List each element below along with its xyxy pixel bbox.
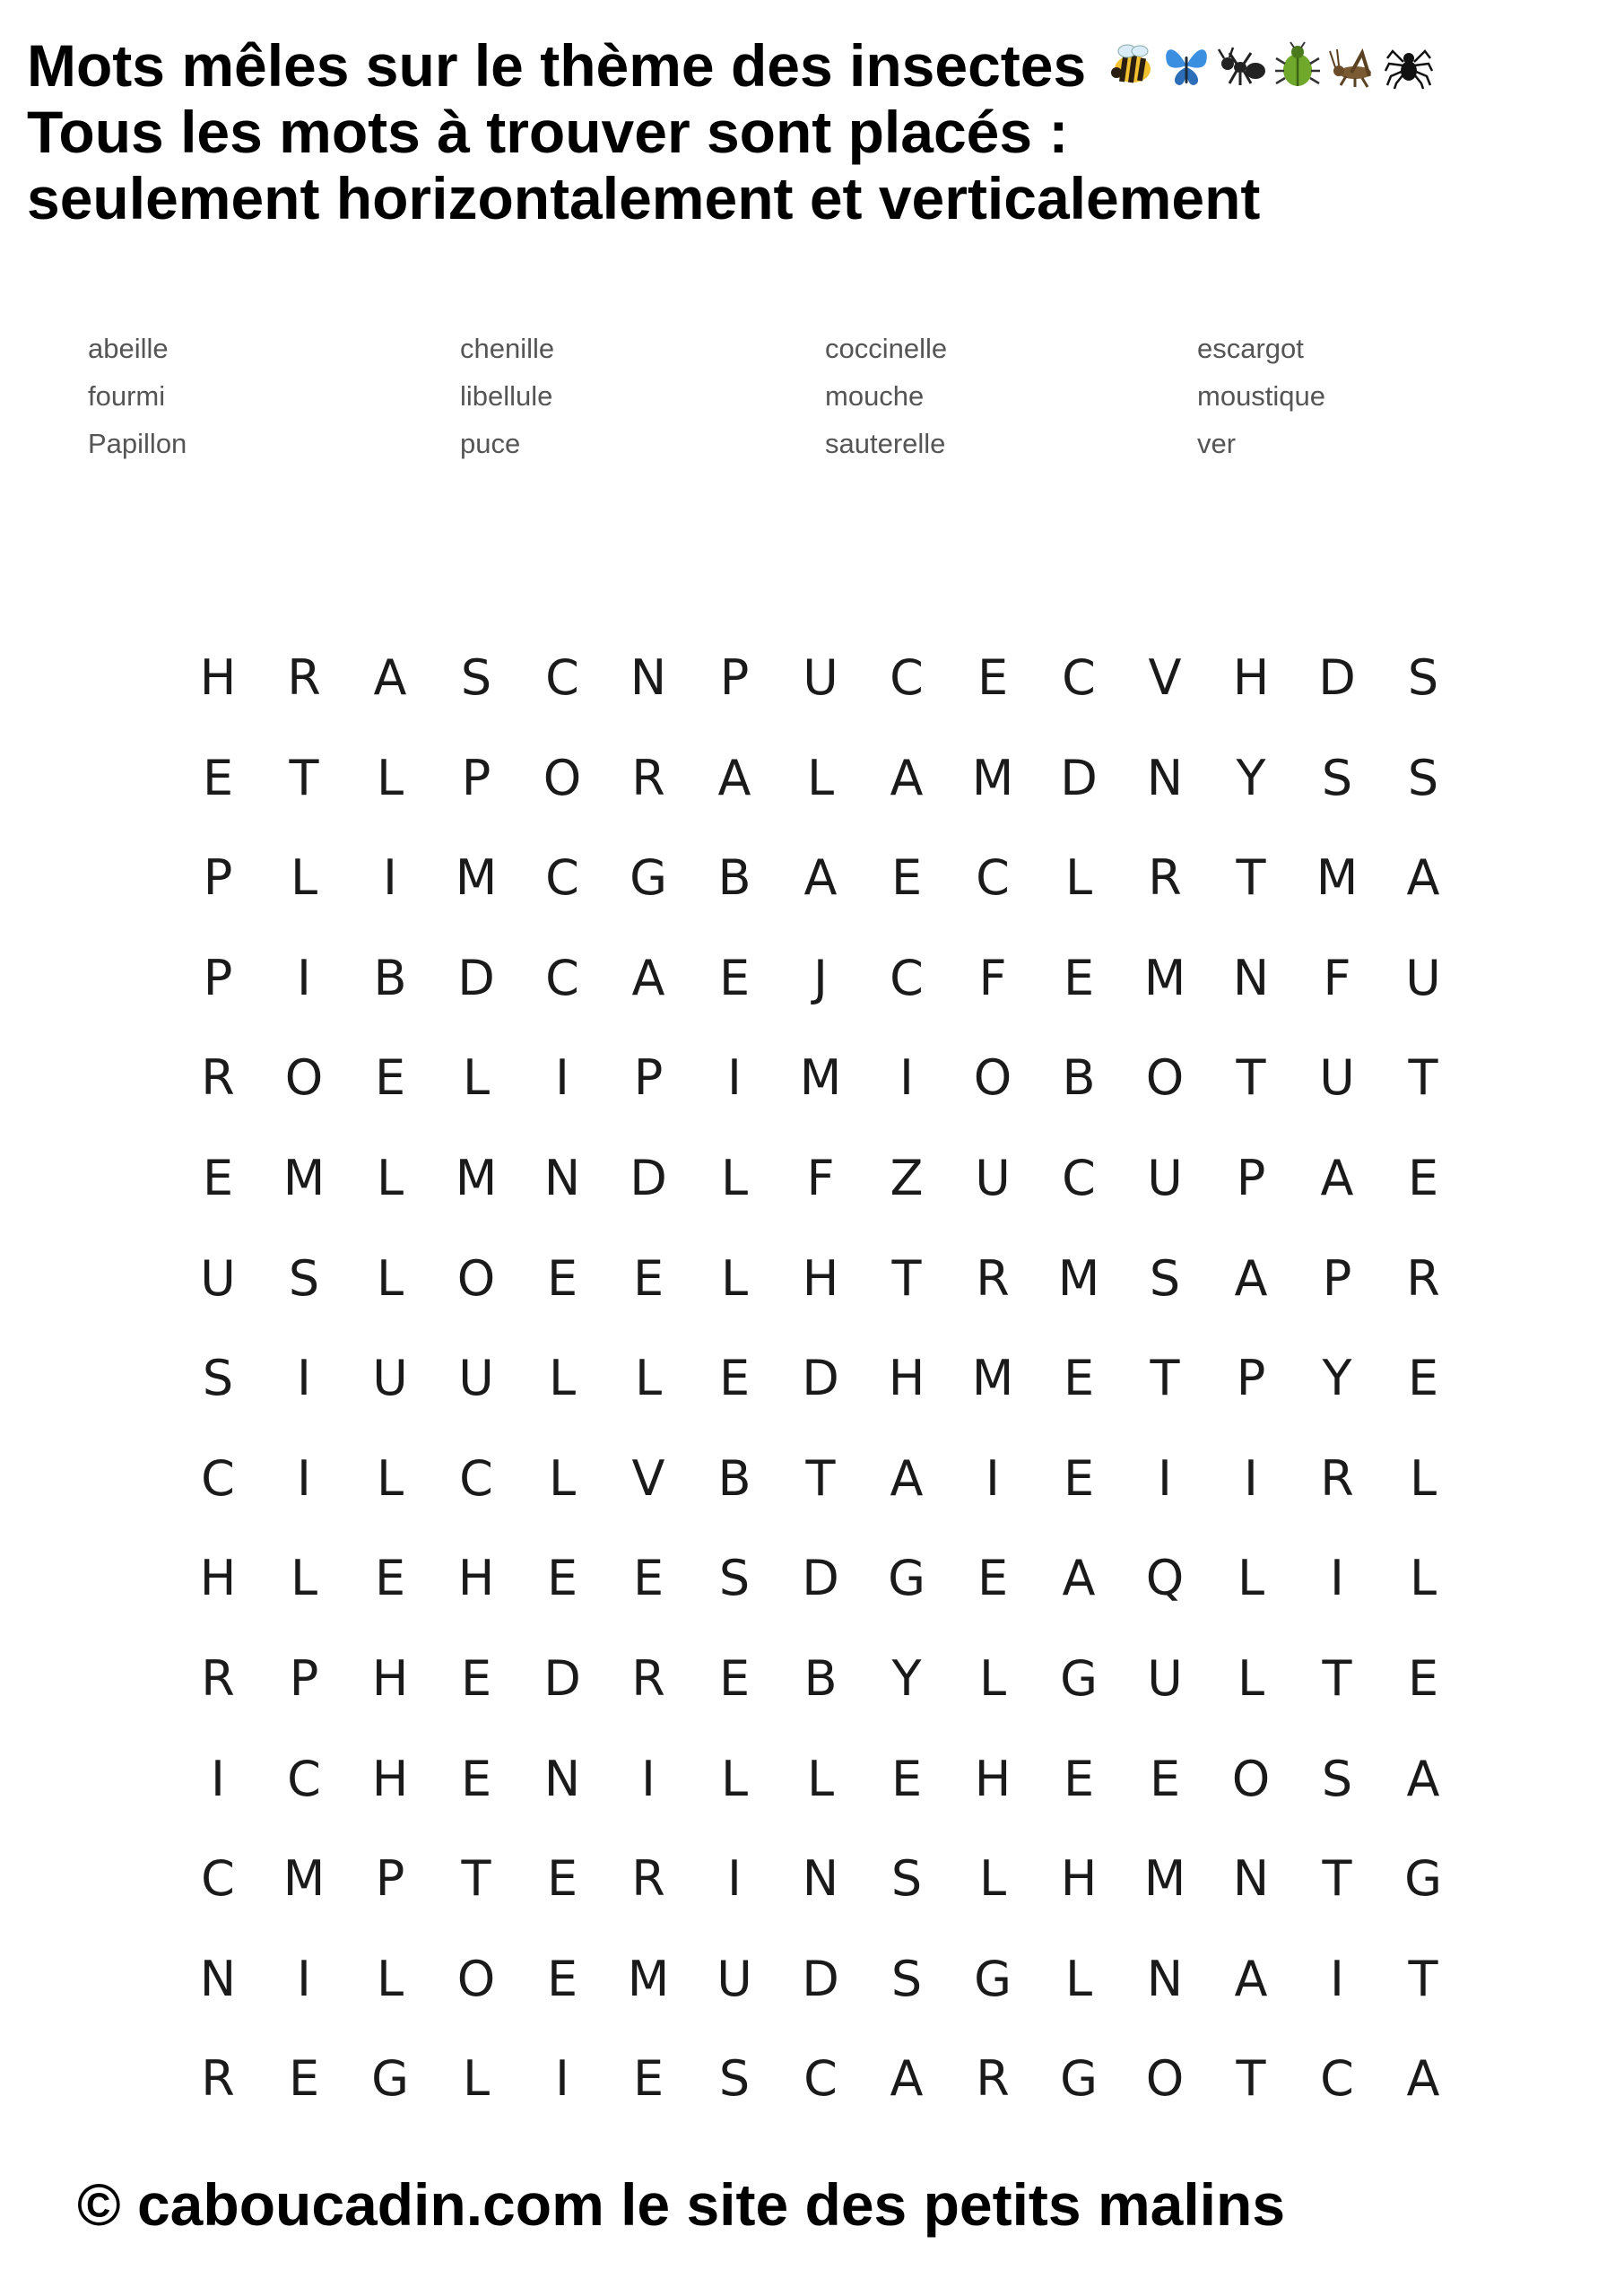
grid-letter[interactable]: L xyxy=(290,849,318,907)
word-list-item: abeille xyxy=(88,333,169,364)
worksheet-header xyxy=(27,32,1605,231)
grid-letter[interactable]: H xyxy=(199,1550,237,1607)
grid-letter[interactable]: R xyxy=(1148,849,1182,907)
grid-letter[interactable]: E xyxy=(374,1049,406,1107)
grid-letter[interactable]: R xyxy=(287,649,321,706)
grid-letter[interactable]: M xyxy=(1143,949,1186,1006)
grid-letter[interactable]: G xyxy=(1060,1649,1098,1707)
bee-icon xyxy=(1106,40,1156,91)
grid-letter[interactable]: E xyxy=(977,649,1009,706)
grid-letter[interactable]: E xyxy=(1063,1350,1095,1407)
grid-letter[interactable]: O xyxy=(543,749,582,806)
grid-letter[interactable]: H xyxy=(802,1249,839,1307)
grid-letter[interactable]: T xyxy=(1150,1350,1180,1407)
grid-letter[interactable]: A xyxy=(1320,1149,1354,1206)
ant-icon xyxy=(1217,40,1267,91)
grid-letter[interactable]: L xyxy=(376,1449,404,1507)
grid-letter[interactable]: L xyxy=(462,1049,491,1107)
grid-letter[interactable]: N xyxy=(199,1950,237,2007)
grid-letter[interactable]: I xyxy=(383,849,397,907)
grid-letter[interactable]: M xyxy=(799,1049,842,1107)
grid-letter[interactable]: E xyxy=(632,1550,664,1607)
word-list-item: puce xyxy=(460,428,521,459)
grid-letter[interactable]: P xyxy=(1236,1149,1266,1206)
grid-letter[interactable]: C xyxy=(1320,2050,1354,2108)
grid-letter[interactable]: L xyxy=(376,1249,404,1307)
grid-letter[interactable]: S xyxy=(718,1550,751,1607)
grid-letter[interactable]: F xyxy=(1323,949,1351,1006)
grid-letter[interactable]: E xyxy=(1063,1750,1095,1807)
butterfly-icon xyxy=(1161,40,1211,91)
grid-letter[interactable]: T xyxy=(1322,1649,1352,1707)
grid-letter[interactable]: R xyxy=(631,749,665,806)
grid-letter[interactable]: I xyxy=(297,1350,311,1407)
grid-letter[interactable]: P xyxy=(1236,1350,1266,1407)
grid-letter[interactable]: D xyxy=(802,1350,839,1407)
title-line-2: Tous les mots à trouver sont placés : xyxy=(27,99,1069,165)
grid-letter[interactable]: C xyxy=(1062,1149,1096,1206)
grid-letter[interactable]: N xyxy=(1146,749,1184,806)
grid-letter[interactable]: O xyxy=(1145,2050,1185,2108)
grid-letter[interactable]: C xyxy=(459,1449,493,1507)
grid-letter[interactable]: I xyxy=(555,2050,569,2108)
grid-letter[interactable]: U xyxy=(1319,1049,1355,1107)
grid-letter[interactable]: L xyxy=(462,2050,491,2108)
grid-letter[interactable]: R xyxy=(976,2050,1010,2108)
grid-letter[interactable]: E xyxy=(202,749,234,806)
grid-letter[interactable]: M xyxy=(455,1149,498,1206)
grid-letter[interactable]: E xyxy=(632,1249,664,1307)
footer-copyright: © caboucadin.com le site des petits malins xyxy=(77,2171,1286,2238)
grid-letter[interactable]: R xyxy=(1320,1449,1354,1507)
grid-letter[interactable]: E xyxy=(460,1750,492,1807)
grid-letter[interactable]: E xyxy=(1407,1649,1439,1707)
grid-letter[interactable]: L xyxy=(634,1350,663,1407)
grid-letter[interactable]: P xyxy=(461,749,491,806)
grid-letter[interactable]: A xyxy=(803,849,838,907)
grid-letter[interactable]: D xyxy=(457,949,495,1006)
grid-letter[interactable]: E xyxy=(1149,1750,1181,1807)
grid-letter[interactable]: R xyxy=(976,1249,1010,1307)
word-list-item: chenille xyxy=(460,333,555,364)
grid-letter[interactable]: I xyxy=(297,1950,311,2007)
grid-letter[interactable]: F xyxy=(806,1149,835,1206)
grid-letter[interactable]: Y xyxy=(891,1649,922,1707)
grid-letter[interactable]: A xyxy=(631,949,665,1006)
grid-letter[interactable]: L xyxy=(1237,1550,1265,1607)
grid-letter[interactable]: E xyxy=(718,1649,751,1707)
grid-letter[interactable]: A xyxy=(890,2050,924,2108)
grid-letter[interactable]: H xyxy=(974,1750,1012,1807)
grid-letter[interactable]: N xyxy=(1232,949,1270,1006)
word-list-item: moustique xyxy=(1197,380,1326,412)
grid-letter[interactable]: U xyxy=(975,1149,1011,1206)
insect-emoji-row xyxy=(1106,40,1434,91)
grid-letter[interactable]: L xyxy=(720,1750,749,1807)
grid-letter[interactable]: I xyxy=(727,1850,742,1908)
grid-letter[interactable]: L xyxy=(720,1149,749,1206)
grid-letter[interactable]: N xyxy=(543,1750,581,1807)
grid-letter[interactable]: M xyxy=(1057,1249,1100,1307)
grid-letter[interactable]: O xyxy=(456,1950,496,2007)
grid-letter[interactable]: H xyxy=(457,1550,495,1607)
grid-letter[interactable]: L xyxy=(548,1449,577,1507)
word-list-item: escargot xyxy=(1197,333,1304,364)
grid-letter[interactable]: I xyxy=(1330,1950,1344,2007)
grid-letter[interactable]: G xyxy=(630,849,667,907)
grid-letter[interactable]: I xyxy=(641,1750,656,1807)
grid-letter[interactable]: O xyxy=(456,1249,496,1307)
grid-letter[interactable]: S xyxy=(460,649,492,706)
grid-letter[interactable]: L xyxy=(376,1149,404,1206)
grid-letter[interactable]: S xyxy=(890,1950,923,2007)
grid-letter[interactable]: L xyxy=(806,749,835,806)
grid-letter[interactable]: T xyxy=(1236,1049,1266,1107)
grid-letter[interactable]: N xyxy=(802,1850,839,1908)
grid-letter[interactable]: A xyxy=(1406,849,1440,907)
grid-letter[interactable]: T xyxy=(1236,849,1266,907)
grid-letter[interactable]: P xyxy=(633,1049,664,1107)
grid-letter[interactable]: S xyxy=(288,1249,320,1307)
word-list xyxy=(88,325,1487,467)
grid-letter[interactable]: A xyxy=(373,649,407,706)
grid-letter[interactable]: J xyxy=(813,949,828,1006)
grid-letter[interactable]: E xyxy=(632,2050,664,2108)
grid-letter[interactable]: E xyxy=(546,1950,578,2007)
grid-letter[interactable]: U xyxy=(200,1249,236,1307)
grid-letter[interactable]: T xyxy=(891,1249,922,1307)
grid-letter[interactable]: P xyxy=(375,1850,405,1908)
grid-letter[interactable]: E xyxy=(546,1850,578,1908)
title-line-3: seulement horizontalement et verticalement xyxy=(27,165,1261,231)
grid-letter[interactable]: T xyxy=(1408,1049,1438,1107)
word-list-item: Papillon xyxy=(88,428,187,459)
word-list-item: ver xyxy=(1197,428,1237,459)
grid-letter[interactable]: B xyxy=(803,1649,838,1707)
cricket-icon xyxy=(1328,40,1378,91)
grid-letter[interactable]: A xyxy=(890,1449,924,1507)
grid-letter[interactable]: B xyxy=(717,1449,751,1507)
grid-letter[interactable]: U xyxy=(1405,949,1441,1006)
grid-letter[interactable]: B xyxy=(373,949,407,1006)
grid-letter[interactable]: C xyxy=(287,1750,321,1807)
grid-letter[interactable]: N xyxy=(1232,1850,1270,1908)
grid-letter[interactable]: E xyxy=(890,1750,923,1807)
grid-letter[interactable]: Z xyxy=(890,1149,924,1206)
grid-letter[interactable]: A xyxy=(890,749,924,806)
grid-letter[interactable]: C xyxy=(545,849,579,907)
grid-letter[interactable]: P xyxy=(719,649,750,706)
grid-letter[interactable]: A xyxy=(717,749,751,806)
grid-letter[interactable]: T xyxy=(289,749,319,806)
grid-letter[interactable]: P xyxy=(1322,1249,1352,1307)
grid-letter[interactable]: N xyxy=(543,1149,581,1206)
grid-letter[interactable]: M xyxy=(971,1350,1014,1407)
grid-letter[interactable]: E xyxy=(718,949,751,1006)
grid-letter[interactable]: Y xyxy=(1322,1350,1352,1407)
word-list-item: sauterelle xyxy=(825,428,946,459)
grid-letter[interactable]: E xyxy=(460,1649,492,1707)
grid-letter[interactable]: U xyxy=(458,1350,494,1407)
word-list-item: mouche xyxy=(825,380,925,412)
grid-letter[interactable]: E xyxy=(288,2050,320,2108)
grid-letter[interactable]: V xyxy=(1148,649,1182,706)
grid-letter[interactable]: S xyxy=(890,1850,923,1908)
grid-letter[interactable]: T xyxy=(1322,1850,1352,1908)
grid-letter[interactable]: T xyxy=(1408,1950,1438,2007)
grid-letter[interactable]: L xyxy=(1409,1449,1437,1507)
grid-letter[interactable]: S xyxy=(1407,649,1439,706)
grid-letter[interactable]: E xyxy=(1063,949,1095,1006)
grid-letter[interactable]: L xyxy=(806,1750,835,1807)
grid-letter[interactable]: Q xyxy=(1145,1550,1185,1607)
grid-letter[interactable]: A xyxy=(1406,1750,1440,1807)
grid-letter[interactable]: R xyxy=(631,1850,665,1908)
spider-icon xyxy=(1384,40,1434,91)
grid-letter[interactable]: E xyxy=(1063,1449,1095,1507)
grid-letter[interactable]: C xyxy=(803,2050,838,2108)
grid-letter[interactable]: I xyxy=(297,949,311,1006)
grid-letter[interactable]: V xyxy=(631,1449,665,1507)
grid-letter[interactable]: E xyxy=(718,1350,751,1407)
grid-letter[interactable]: G xyxy=(371,2050,409,2108)
grid-letter[interactable]: S xyxy=(1149,1249,1181,1307)
grid-letter[interactable]: C xyxy=(976,849,1010,907)
grid-letter[interactable]: O xyxy=(284,1049,324,1107)
grid-letter[interactable]: E xyxy=(890,849,923,907)
grid-letter[interactable]: H xyxy=(371,1750,409,1807)
grid-letter[interactable]: E xyxy=(1407,1350,1439,1407)
grid-letter[interactable]: L xyxy=(978,1649,1007,1707)
grid-letter[interactable]: G xyxy=(1404,1850,1442,1908)
grid-letter[interactable]: L xyxy=(376,1950,404,2007)
word-list-item: libellule xyxy=(460,380,553,412)
grid-letter[interactable]: L xyxy=(1064,849,1093,907)
title-text: Mots mêles sur le thème des insectes xyxy=(27,32,1087,99)
grid-letter[interactable]: L xyxy=(290,1550,318,1607)
grid-letter[interactable]: U xyxy=(1147,1649,1183,1707)
grid-letter[interactable]: G xyxy=(1060,2050,1098,2108)
grid-letter[interactable]: S xyxy=(202,1350,234,1407)
grid-letter[interactable]: A xyxy=(1062,1550,1096,1607)
grid-letter[interactable]: S xyxy=(718,2050,751,2108)
grid-letter[interactable]: D xyxy=(543,1649,581,1707)
grid-letter[interactable]: D xyxy=(1318,649,1356,706)
beetle-icon xyxy=(1272,40,1323,91)
word-search-grid xyxy=(175,628,1466,2129)
grid-letter[interactable]: I xyxy=(899,1049,914,1107)
grid-letter[interactable]: G xyxy=(974,1950,1012,2007)
grid-letter[interactable]: M xyxy=(455,849,498,907)
grid-letter[interactable]: O xyxy=(1145,1049,1185,1107)
grid-letter[interactable]: R xyxy=(201,1649,235,1707)
grid-letter[interactable]: C xyxy=(545,649,579,706)
grid-letter[interactable]: H xyxy=(1232,649,1270,706)
grid-letter[interactable]: I xyxy=(727,1049,742,1107)
title-line-1 xyxy=(27,32,1605,99)
grid-letter[interactable]: D xyxy=(630,1149,667,1206)
grid-letter[interactable]: D xyxy=(1060,749,1098,806)
grid-letter[interactable]: E xyxy=(546,1550,578,1607)
grid-letter[interactable]: B xyxy=(717,849,751,907)
grid-letter[interactable]: L xyxy=(978,1850,1007,1908)
grid-letter[interactable]: L xyxy=(376,749,404,806)
grid-letter[interactable]: L xyxy=(1237,1649,1265,1707)
grid-letter[interactable]: S xyxy=(1407,749,1439,806)
grid-letter[interactable]: R xyxy=(201,2050,235,2108)
grid-letter[interactable]: C xyxy=(890,649,924,706)
grid-letter[interactable]: C xyxy=(545,949,579,1006)
grid-letter[interactable]: A xyxy=(1406,2050,1440,2108)
grid-letter[interactable]: E xyxy=(546,1249,578,1307)
grid-letter[interactable]: M xyxy=(971,749,1014,806)
grid-letter[interactable]: E xyxy=(202,1149,234,1206)
grid-letter[interactable]: I xyxy=(211,1750,225,1807)
grid-letter[interactable]: U xyxy=(716,1950,752,2007)
grid-letter[interactable]: L xyxy=(1409,1550,1437,1607)
grid-letter[interactable]: H xyxy=(888,1350,925,1407)
grid-letter[interactable]: G xyxy=(888,1550,925,1607)
grid-letter[interactable]: H xyxy=(1060,1850,1098,1908)
grid-letter[interactable]: A xyxy=(1234,1249,1268,1307)
grid-letter[interactable]: U xyxy=(1147,1149,1183,1206)
grid-letter[interactable]: P xyxy=(203,849,233,907)
grid-letter[interactable]: F xyxy=(978,949,1007,1006)
grid-letter[interactable]: M xyxy=(282,1850,326,1908)
grid-letter[interactable]: P xyxy=(203,949,233,1006)
grid-letter[interactable]: I xyxy=(1330,1550,1344,1607)
grid-letter[interactable]: M xyxy=(1143,1850,1186,1908)
grid-letter[interactable]: P xyxy=(289,1649,319,1707)
grid-letter[interactable]: O xyxy=(1231,1750,1271,1807)
word-list-item: coccinelle xyxy=(825,333,948,364)
grid-letter[interactable]: D xyxy=(802,1950,839,2007)
word-list-item: fourmi xyxy=(88,380,166,412)
grid-letter[interactable]: L xyxy=(548,1350,577,1407)
grid-letter[interactable]: L xyxy=(720,1249,749,1307)
grid-letter[interactable]: D xyxy=(802,1550,839,1607)
grid-letter[interactable]: U xyxy=(372,1350,408,1407)
grid-letter[interactable]: C xyxy=(890,949,924,1006)
grid-letter[interactable]: B xyxy=(1062,1049,1096,1107)
grid-letter[interactable]: N xyxy=(1146,1950,1184,2007)
grid-letter[interactable]: H xyxy=(371,1649,409,1707)
grid-letter[interactable]: A xyxy=(1234,1950,1268,2007)
grid-letter[interactable]: C xyxy=(201,1449,235,1507)
grid-letter[interactable]: L xyxy=(1064,1950,1093,2007)
grid-letter[interactable]: I xyxy=(297,1449,311,1507)
grid-letter[interactable]: T xyxy=(461,1850,491,1908)
grid-letter[interactable]: I xyxy=(1158,1449,1172,1507)
grid-letter[interactable]: M xyxy=(1316,849,1359,907)
grid-letter[interactable]: I xyxy=(1244,1449,1258,1507)
grid-letter[interactable]: S xyxy=(1321,1750,1353,1807)
grid-letter[interactable]: R xyxy=(1406,1249,1440,1307)
grid-letter[interactable]: M xyxy=(627,1950,670,2007)
grid-letter[interactable]: M xyxy=(282,1149,326,1206)
grid-letter[interactable]: N xyxy=(630,649,667,706)
grid-letter[interactable]: O xyxy=(973,1049,1012,1107)
grid-letter[interactable]: E xyxy=(374,1550,406,1607)
grid-letter[interactable]: T xyxy=(805,1449,836,1507)
grid-letter[interactable]: I xyxy=(986,1449,1000,1507)
grid-letter[interactable]: E xyxy=(1407,1149,1439,1206)
grid-letter[interactable]: C xyxy=(1062,649,1096,706)
grid-letter[interactable]: I xyxy=(555,1049,569,1107)
grid-letter[interactable]: C xyxy=(201,1850,235,1908)
grid-letter[interactable]: E xyxy=(977,1550,1009,1607)
grid-letter[interactable]: S xyxy=(1321,749,1353,806)
grid-letter[interactable]: T xyxy=(1236,2050,1266,2108)
grid-letter[interactable]: U xyxy=(803,649,838,706)
grid-letter[interactable]: R xyxy=(201,1049,235,1107)
grid-letter[interactable]: Y xyxy=(1236,749,1266,806)
grid-letter[interactable]: H xyxy=(199,649,237,706)
grid-letter[interactable]: R xyxy=(631,1649,665,1707)
